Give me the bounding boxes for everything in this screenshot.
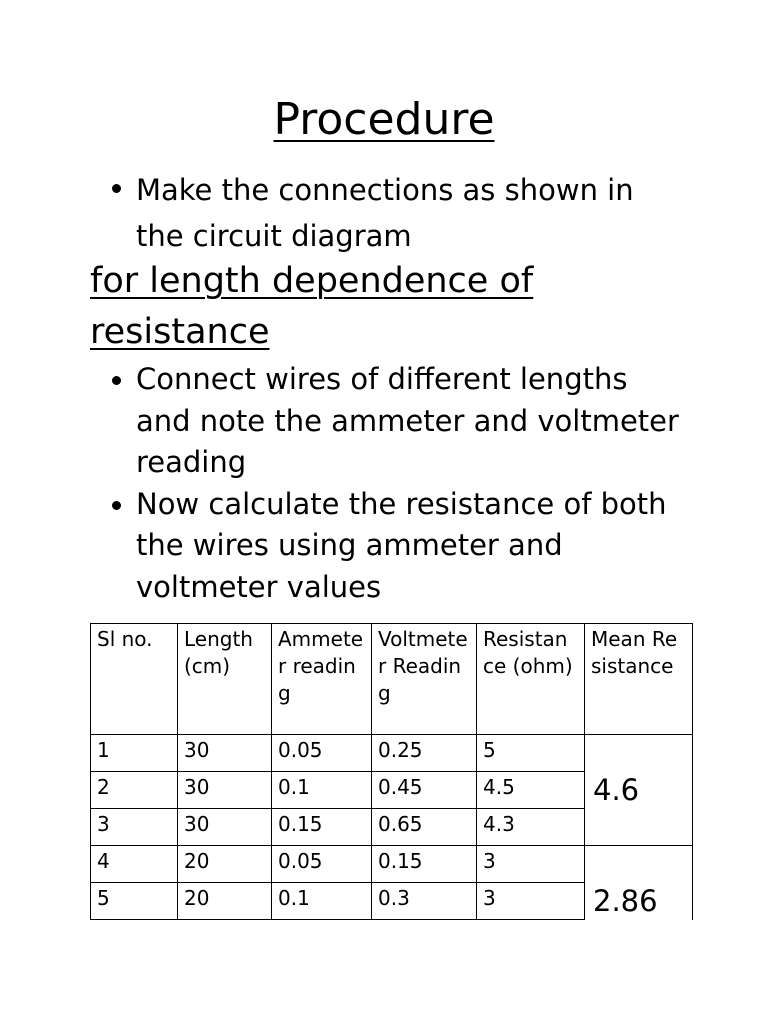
table-row — [91, 735, 693, 772]
table-cell: 1 — [91, 735, 178, 772]
intro-bullet-list — [106, 167, 676, 259]
mean-resistance-cell: 4.6 — [585, 735, 693, 846]
table-cell: 4.5 — [477, 772, 585, 809]
table-cell: 0.1 — [272, 772, 372, 809]
bullet-item: Connect wires of different lengths and note the ammeter and voltmeter reading — [106, 359, 686, 484]
table-cell: 0.65 — [372, 809, 477, 846]
table-cell: 0.1 — [272, 883, 372, 920]
table-cell: 3 — [477, 846, 585, 883]
page-bottom-margin — [0, 920, 768, 1024]
header-resistance: Resistance (ohm) — [477, 624, 585, 735]
header-length: Length (cm) — [178, 624, 272, 735]
table-cell: 30 — [178, 772, 272, 809]
page-title: Procedure — [273, 94, 495, 145]
section-heading-text: for length dependence of resistance — [90, 261, 534, 352]
bullet-item: Now calculate the resistance of both the wires using ammeter and voltmeter values — [106, 484, 686, 609]
table-cell: 0.15 — [372, 846, 477, 883]
table-cell: 5 — [91, 883, 178, 920]
table-cell: 20 — [178, 883, 272, 920]
readings-table — [90, 623, 693, 957]
table-cell: 3 — [477, 883, 585, 920]
table-cell: 5 — [477, 735, 585, 772]
table-cell: 0.25 — [372, 735, 477, 772]
table-cell: 0.05 — [272, 846, 372, 883]
table-cell: 0.05 — [272, 735, 372, 772]
table-row — [91, 846, 693, 883]
header-mean-resistance: Mean Resistance — [585, 624, 693, 735]
table-cell: 30 — [178, 809, 272, 846]
header-ammeter-reading: Ammeter reading — [272, 624, 372, 735]
table-header-row — [91, 624, 693, 735]
mean-resistance-cell: 2.86 — [585, 846, 693, 957]
header-sl-no: Sl no. — [91, 624, 178, 735]
section-heading — [90, 256, 690, 358]
table-cell: 0.3 — [372, 883, 477, 920]
bullet-item: Make the connections as shown in the circuit diagram — [106, 167, 676, 259]
table-cell: 0.45 — [372, 772, 477, 809]
table-cell: 2 — [91, 772, 178, 809]
table-cell: 30 — [178, 735, 272, 772]
header-voltmeter-reading: Voltmeter Reading — [372, 624, 477, 735]
step-bullet-list — [106, 359, 686, 608]
table-cell: 4 — [91, 846, 178, 883]
table-cell: 20 — [178, 846, 272, 883]
table-cell: 0.15 — [272, 809, 372, 846]
table-cell: 3 — [91, 809, 178, 846]
table-cell: 4.3 — [477, 809, 585, 846]
